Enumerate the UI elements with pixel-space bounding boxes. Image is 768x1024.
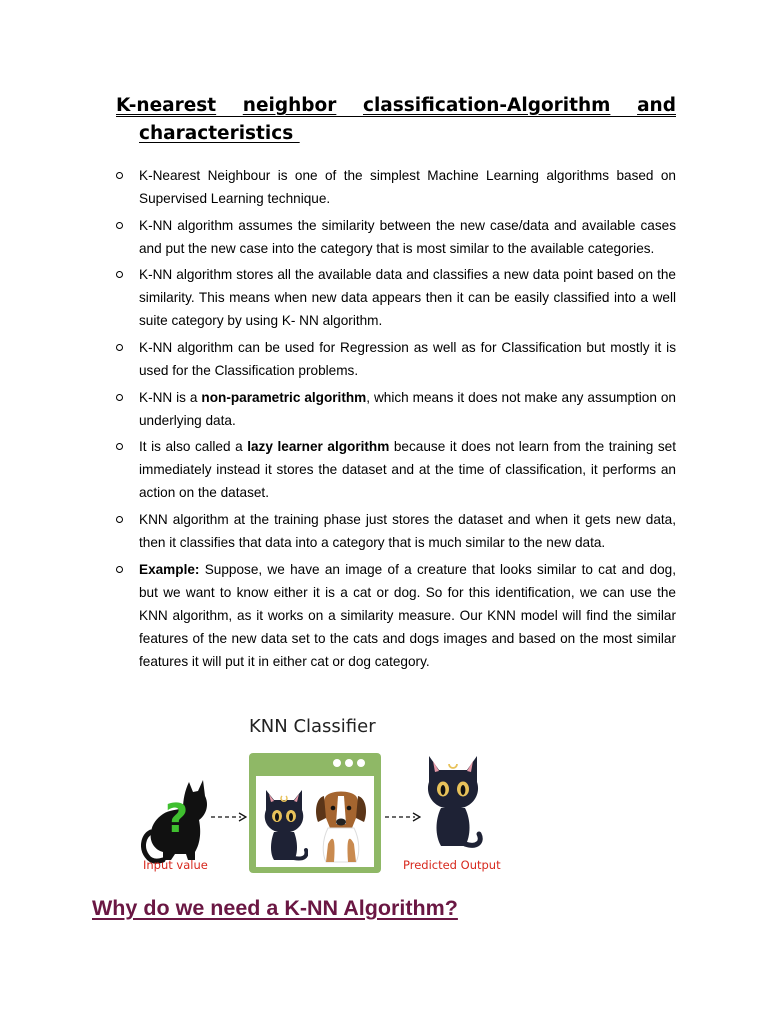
- item-text: It is also called a: [139, 439, 248, 455]
- item-bold-text: lazy learner algorithm: [247, 439, 390, 455]
- predicted-output-caption: Predicted Output: [403, 858, 501, 872]
- dashed-arrow-icon: [385, 812, 421, 822]
- heading-word: classification-Algorithm: [362, 95, 611, 116]
- item-text: K-NN is a: [139, 389, 202, 405]
- hollow-bullet-icon: [116, 443, 123, 450]
- subheading: Why do we need a K-NN Algorithm?: [92, 896, 458, 920]
- heading-line-2: [116, 120, 714, 147]
- list-item: [116, 214, 676, 260]
- knn-classifier-figure: [137, 712, 507, 882]
- item-text: K-NN algorithm assumes the similarity between the new case/data and available cases and put the new case into the category that is most similar to the available categories.: [139, 217, 676, 256]
- hollow-bullet-icon: [116, 516, 123, 523]
- window-dots: [333, 759, 365, 767]
- classifier-box: [249, 753, 381, 873]
- hollow-bullet-icon: [116, 566, 123, 573]
- list-item: [116, 386, 676, 432]
- item-bold-text: non-parametric algorithm: [201, 389, 367, 405]
- item-text: , which means it does not make any assumption on underlying data.: [139, 389, 676, 428]
- hollow-bullet-icon: [116, 271, 123, 278]
- hollow-bullet-icon: [116, 172, 123, 179]
- item-text: Suppose, we have an image of a creature that looks similar to cat and dog, but we want to know either it is a cat or dog. So for this identification, we can use the KNN algorithm, as it works on a similarity measure. Our KNN model will find the similar features of the new data set to the cats and dogs images and based on the most similar features it will put it in either cat or dog category.: [139, 561, 676, 669]
- list-item: [116, 558, 676, 673]
- heading-word: neighbor: [242, 95, 337, 116]
- list-item: [116, 435, 676, 504]
- list-item: [116, 263, 676, 332]
- cat-icon: [260, 786, 308, 864]
- hollow-bullet-icon: [116, 394, 123, 401]
- classifier-content: [256, 776, 374, 867]
- item-text: KNN algorithm at the training phase just stores the dataset and when it gets new data, then it classifies that data into a category that is much similar to the new data.: [139, 512, 676, 551]
- item-text: K-NN algorithm can be used for Regression as well as for Classification but mostly it is used for the Classification problems.: [139, 340, 676, 379]
- heading-word: characteristics: [139, 123, 300, 144]
- item-text: because it does not learn from the training set immediately instead it stores the dataset and at the time of classification, it performs an action on the dataset.: [139, 439, 676, 501]
- characteristics-list: [116, 164, 676, 677]
- hollow-bullet-icon: [116, 344, 123, 351]
- input-value-caption: Input value: [143, 858, 208, 872]
- list-item: [116, 508, 676, 554]
- question-mark: ?: [165, 796, 189, 842]
- hollow-bullet-icon: [116, 222, 123, 229]
- item-text: K-Nearest Neighbour is one of the simplest Machine Learning algorithms based on Supervised Learning technique.: [139, 168, 676, 206]
- list-item: [116, 164, 676, 210]
- heading-line-1: [116, 92, 676, 117]
- heading-word: K-nearest: [116, 95, 217, 116]
- item-bold-text: Example:: [139, 561, 200, 577]
- dog-icon: [312, 788, 370, 864]
- heading-word: and: [637, 95, 676, 116]
- dashed-arrow-icon: [211, 812, 247, 822]
- figure-title: KNN Classifier: [249, 716, 376, 737]
- predicted-cat-icon: [423, 752, 483, 852]
- list-item: [116, 336, 676, 382]
- section-heading: [116, 92, 714, 147]
- item-text: K-NN algorithm stores all the available data and classifies a new data point based on the similarity. This means when new data appears then it can be easily classified into a well suite category by using K- NN algorithm.: [139, 267, 676, 329]
